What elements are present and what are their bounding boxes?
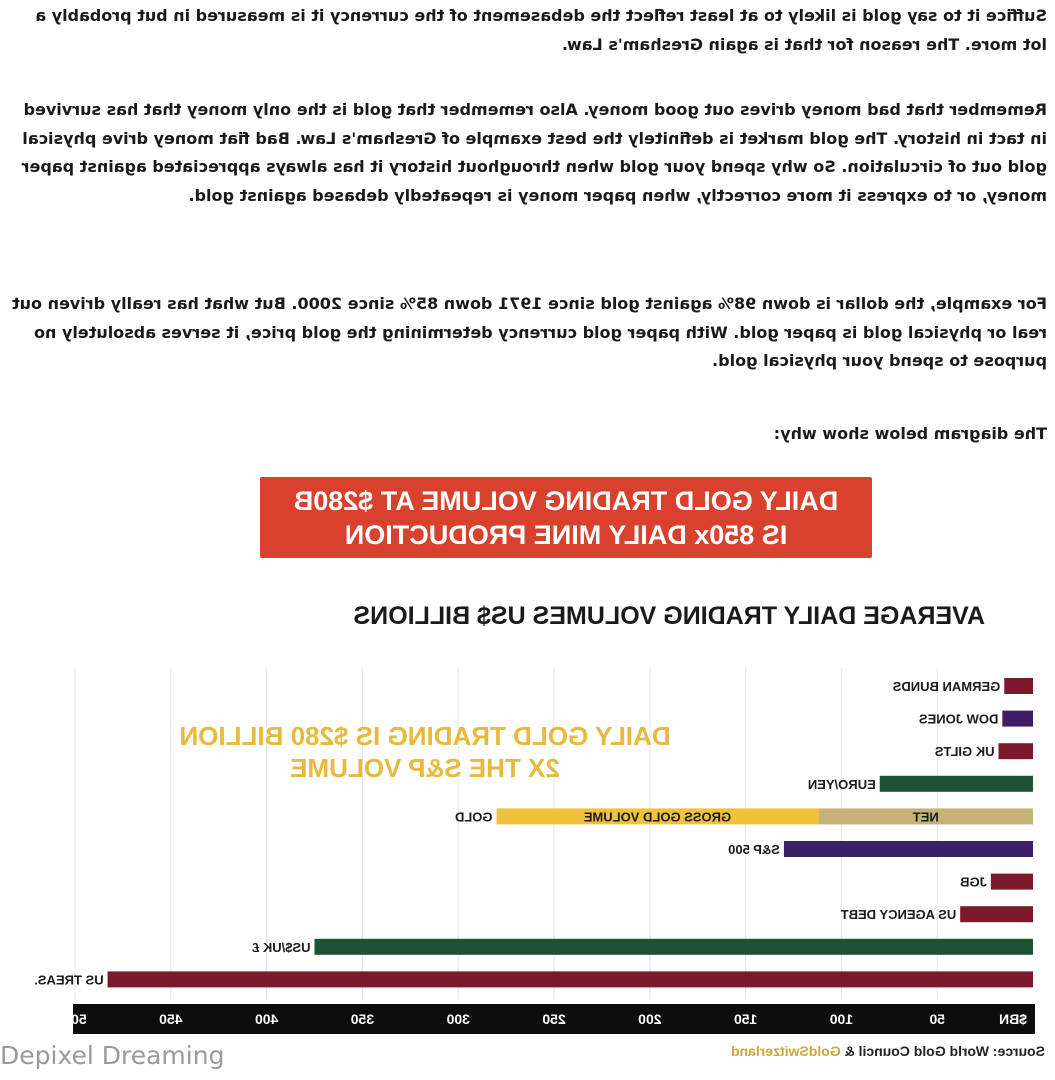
bar-label: DOW JONES	[918, 711, 999, 727]
source-brand: GoldSwitzerland	[731, 1043, 841, 1059]
bar-us-agency-debt	[960, 906, 1033, 922]
bar-us-uk-	[315, 939, 1034, 955]
bar-label: US AGENCY DEBT	[840, 907, 957, 923]
tick-label: 250	[542, 1011, 566, 1027]
source-prefix: Source: World Gold Council &	[840, 1043, 1045, 1059]
tick-label: $BN	[998, 1011, 1027, 1027]
bar-label: GERMAN BUNDS	[892, 679, 1001, 694]
bar-label: GOLD	[454, 809, 493, 825]
chart-title: AVERAGE DAILY TRADING VOLUMES US$ BILLIONS	[353, 602, 985, 630]
bar-gold-segment-label: GROSS GOLD VOLUME	[583, 809, 732, 825]
bar-label: EURO/YEN	[807, 776, 876, 792]
bar-gold-segment-label: NET	[912, 809, 939, 825]
gold-note-line-1: DAILY GOLD TRADING IS $280 BILLION	[179, 721, 671, 751]
bar-dow-jones	[1002, 711, 1033, 727]
bar-label: US TREAS.	[34, 972, 104, 988]
watermark: Depixel Dreaming	[0, 1041, 225, 1070]
tick-label: 50	[929, 1011, 945, 1027]
tick-label: 450	[159, 1011, 183, 1027]
gold-note-line-2: 2X THE S&P VOLUME	[290, 753, 560, 783]
paragraph-3: For example, the dollar is down 98% against gold since 1971 down 85% since 2000. But what has really driven out real or physical gold is paper gold. With paper gold currency determining the gold price, it serves absolutely no purpose to spend your physical gold.	[11, 294, 1047, 370]
tick-label: 100	[829, 1011, 854, 1027]
trading-volume-chart	[0, 660, 1055, 1040]
bar-german-bunds	[1004, 678, 1033, 694]
bar-euro-yen	[880, 776, 1033, 792]
bar-uk-gilts	[999, 743, 1033, 759]
paragraph-2: Remember that bad money drives out good money. Also remember that gold is the only money that has survived in tact in history. The gold market is definitely the best example of Gresham's Law. Bad fiat money drive physical gold out of circulation. So why spend your gold when throughout history it has always appreciated against paper money, or to express it more correctly, when paper money is repeatedly debased against gold.	[21, 100, 1047, 205]
banner-line-1: DAILY GOLD TRADING VOLUME AT $280B	[293, 485, 839, 516]
bar-label: UK GILTS	[934, 744, 995, 760]
tick-label: 500	[63, 1011, 87, 1027]
bar-jgb	[991, 874, 1033, 890]
tick-label: 400	[254, 1011, 279, 1027]
tick-label: 200	[638, 1011, 662, 1027]
headline-banner	[260, 477, 872, 558]
source-credit	[731, 1043, 1045, 1059]
tick-label: 300	[446, 1011, 470, 1027]
banner-line-2: IS 850x DAILY MINE PRODUCTION	[344, 519, 788, 550]
tick-label: 350	[350, 1011, 375, 1027]
bar-s-p-500	[784, 841, 1033, 857]
bar-label: US$/UK £	[251, 939, 311, 955]
gold-note	[145, 720, 705, 784]
bar-label: JGB	[960, 874, 987, 890]
paragraph-4: The diagram below show why:	[773, 424, 1047, 443]
tick-label: 150	[733, 1011, 758, 1027]
bar-us-treas-	[108, 971, 1033, 987]
paragraph-1: Suffice it to say gold is likely to at least reflect the debasement of the currency it is measured in but probably a lot more. The reason for that is again Gresham's Law.	[35, 6, 1047, 54]
bar-label: S&P 500	[728, 842, 780, 857]
